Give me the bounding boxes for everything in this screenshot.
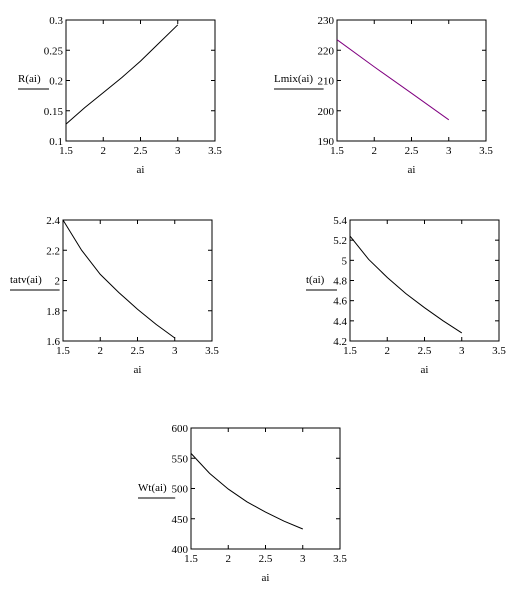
y-tick-label: 4.8 xyxy=(333,275,347,288)
y-tick-label: 220 xyxy=(317,45,334,58)
y-tick-label: 210 xyxy=(317,75,334,88)
y-axis-label: Wt(ai) xyxy=(138,482,167,494)
y-tick-label: 450 xyxy=(171,513,188,526)
series-line xyxy=(350,236,462,333)
x-tick-label: 3 xyxy=(459,345,465,357)
x-tick-label: 2 xyxy=(371,145,377,157)
y-tick-label: 4.2 xyxy=(333,336,347,348)
x-tick-label: 3.5 xyxy=(205,345,219,357)
x-tick-label: 3 xyxy=(446,145,452,157)
x-axis-label: ai xyxy=(420,364,429,376)
y-axis-label: t(ai) xyxy=(306,274,325,286)
y-axis-label: tatv(ai) xyxy=(10,274,42,286)
x-tick-label: 2.5 xyxy=(130,345,145,357)
x-tick-label: 3 xyxy=(175,145,181,157)
x-tick-label: 3 xyxy=(172,345,178,357)
x-tick-label: 2 xyxy=(97,345,103,357)
x-tick-label: 1.5 xyxy=(56,345,70,357)
plot-frame xyxy=(337,20,486,141)
y-tick-label: 0.25 xyxy=(43,45,63,58)
x-tick-label: 2 xyxy=(384,345,390,357)
y-tick-label: 550 xyxy=(171,453,188,466)
x-tick-label: 2.5 xyxy=(417,345,432,357)
y-tick-label: 600 xyxy=(171,423,188,435)
x-tick-label: 3 xyxy=(300,553,306,565)
x-tick-label: 3.5 xyxy=(333,553,347,565)
x-tick-label: 3.5 xyxy=(492,345,506,357)
plot-frame xyxy=(191,428,340,549)
x-axis-label: ai xyxy=(136,164,145,176)
y-tick-label: 500 xyxy=(171,483,188,496)
x-tick-label: 2.5 xyxy=(133,145,148,157)
x-tick-label: 1.5 xyxy=(343,345,357,357)
series-line xyxy=(66,25,178,124)
x-tick-label: 2.5 xyxy=(404,145,419,157)
chart-4 xyxy=(306,215,506,376)
chart-5 xyxy=(138,423,347,584)
chart-1 xyxy=(18,15,222,176)
x-axis-label: ai xyxy=(407,164,416,176)
chart-2 xyxy=(274,15,493,176)
x-tick-label: 1.5 xyxy=(330,145,344,157)
y-tick-label: 0.2 xyxy=(49,75,63,88)
y-tick-label: 1.8 xyxy=(46,305,60,318)
y-tick-label: 2.4 xyxy=(46,215,60,227)
y-tick-label: 1.6 xyxy=(46,336,60,348)
y-tick-label: 200 xyxy=(317,105,334,118)
y-tick-label: 2 xyxy=(54,275,60,288)
y-tick-label: 400 xyxy=(171,544,188,556)
y-tick-label: 5.2 xyxy=(333,235,347,248)
y-tick-label: 2.2 xyxy=(46,245,60,258)
y-tick-label: 0.3 xyxy=(49,15,63,27)
series-line xyxy=(337,40,449,120)
y-axis-label: Lmix(ai) xyxy=(274,73,314,85)
y-axis-label: R(ai) xyxy=(18,73,41,85)
plot-frame xyxy=(66,20,215,141)
x-tick-label: 2.5 xyxy=(258,553,273,565)
y-tick-label: 0.15 xyxy=(43,105,63,118)
plot-frame xyxy=(63,220,212,341)
x-tick-label: 1.5 xyxy=(59,145,73,157)
y-tick-label: 0.1 xyxy=(49,136,63,148)
x-tick-label: 3.5 xyxy=(208,145,222,157)
x-axis-label: ai xyxy=(261,572,270,584)
series-line xyxy=(63,220,175,338)
x-tick-label: 2 xyxy=(100,145,106,157)
y-tick-label: 5.4 xyxy=(333,215,347,227)
x-tick-label: 1.5 xyxy=(184,553,198,565)
y-tick-label: 230 xyxy=(317,15,334,27)
y-tick-label: 4.6 xyxy=(333,295,347,308)
plot-frame xyxy=(350,220,499,341)
y-tick-label: 190 xyxy=(317,136,334,148)
y-tick-label: 5 xyxy=(341,255,347,268)
x-axis-label: ai xyxy=(133,364,142,376)
chart-3 xyxy=(10,215,219,376)
series-line xyxy=(191,453,303,529)
x-tick-label: 2 xyxy=(225,553,231,565)
x-tick-label: 3.5 xyxy=(479,145,493,157)
y-tick-label: 4.4 xyxy=(333,315,347,328)
